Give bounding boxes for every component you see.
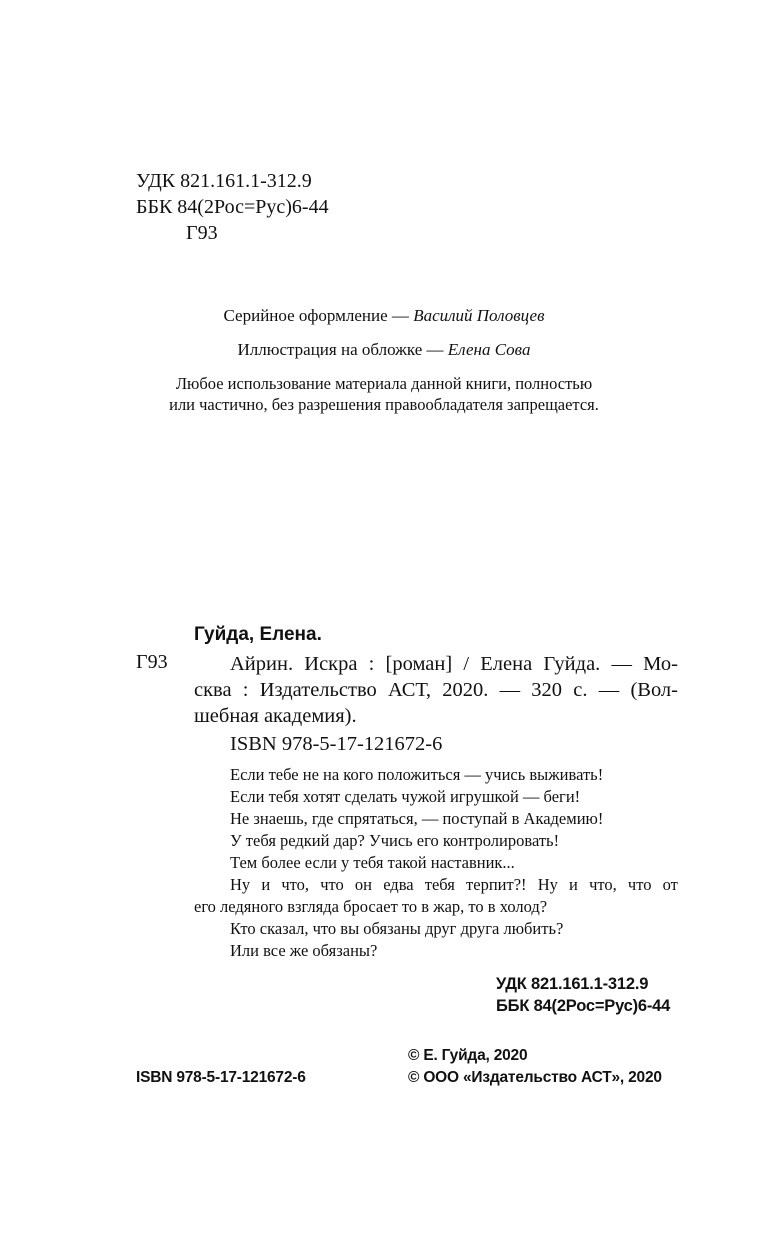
annotation-line: Кто сказал, что вы обязаны друг друга любить? (230, 919, 564, 938)
annotation-line: Не знаешь, где спрятаться, — поступай в Академию! (230, 809, 604, 828)
annotation-line: его ледяного взгляда бросает то в жар, то в холод? (194, 897, 548, 916)
bib-word: / (463, 653, 470, 675)
bib-word: Искра (304, 653, 358, 675)
series-design-label: Серийное оформление — (223, 306, 414, 325)
series-designer-name: Василий Половцев (413, 306, 545, 325)
bib-word: — (499, 679, 521, 701)
cover-illustration-credit (0, 340, 768, 360)
annotation-line: Или все же обязаны? (230, 941, 378, 960)
bib-word: Мо- (643, 653, 678, 675)
cover-illustrator-name: Елена Сова (447, 340, 531, 359)
bib-word: Елена (480, 653, 533, 675)
annotation-line: Тем более если у тебя такой наставник... (230, 853, 515, 872)
copyright-notice (0, 373, 768, 415)
annotation-word: он (354, 875, 373, 894)
copyright-author: © Е. Гуйда, 2020 (408, 1047, 528, 1064)
annotation-word: и (261, 875, 271, 894)
author-mark: Г93 (186, 222, 218, 244)
bbk-code-bottom: ББК 84(2Рос=Рус)6-44 (496, 997, 671, 1015)
author-heading: Гуйда, Елена. (194, 624, 322, 645)
bib-word: Гуйда. (543, 653, 601, 675)
annotation-word: что (627, 875, 652, 894)
annotation-word: терпит?! (466, 875, 527, 894)
bib-word: — (598, 679, 620, 701)
isbn-footer: ISBN 978-5-17-121672-6 (136, 1069, 306, 1086)
bib-word: (Вол- (630, 679, 678, 701)
bib-word: : (368, 653, 375, 675)
udk-code-bottom: УДК 821.161.1-312.9 (496, 975, 649, 993)
annotation-word: что, (589, 875, 617, 894)
cover-illustration-label: Иллюстрация на обложке — (237, 340, 448, 359)
bib-word: : (242, 679, 249, 701)
bib-word: АСТ, (387, 679, 432, 701)
annotation-word: от (662, 875, 678, 894)
annotation-word: Ну (537, 875, 558, 894)
annotation-line: У тебя редкий дар? Учись его контролировать! (230, 831, 560, 850)
annotation-word: и (569, 875, 578, 894)
copyright-publisher: © ООО «Издательство АСТ», 2020 (408, 1069, 662, 1086)
bib-word: Издательство (259, 679, 377, 701)
annotation-word: едва (383, 875, 414, 894)
annotation-line: Если тебя хотят сделать чужой игрушкой — беги! (230, 787, 581, 806)
bib-word: [роман] (385, 653, 453, 675)
annotation-word: тебя (424, 875, 455, 894)
copyright-notice-line: Любое использование материала данной книги, полностью (175, 374, 593, 393)
annotation-line: Если тебе не на кого положиться — учись выживать! (230, 765, 604, 784)
annotation-word: Ну (230, 875, 251, 894)
udk-code: УДК 821.161.1-312.9 (136, 170, 312, 192)
annotation-word: что, (281, 875, 310, 894)
bbk-code: ББК 84(2Рос=Рус)6-44 (136, 196, 329, 218)
author-mark-record: Г93 (136, 651, 168, 673)
bib-word: — (611, 653, 632, 675)
bibliographic-line (194, 677, 678, 703)
bib-word: с. (573, 679, 588, 701)
series-design-credit (0, 306, 768, 326)
bibliographic-line: шебная академия). (194, 705, 357, 727)
bib-word: сква (194, 679, 232, 701)
annotation-line (230, 874, 678, 896)
bib-word: Айрин. (230, 653, 294, 675)
copyright-notice-line: или частично, без разрешения правообладателя запрещается. (169, 395, 599, 414)
isbn-record: ISBN 978-5-17-121672-6 (230, 733, 443, 755)
bib-word: 2020. (442, 679, 489, 701)
bib-word: 320 (531, 679, 563, 701)
annotation-word: что (320, 875, 344, 894)
bibliographic-line (230, 651, 678, 677)
